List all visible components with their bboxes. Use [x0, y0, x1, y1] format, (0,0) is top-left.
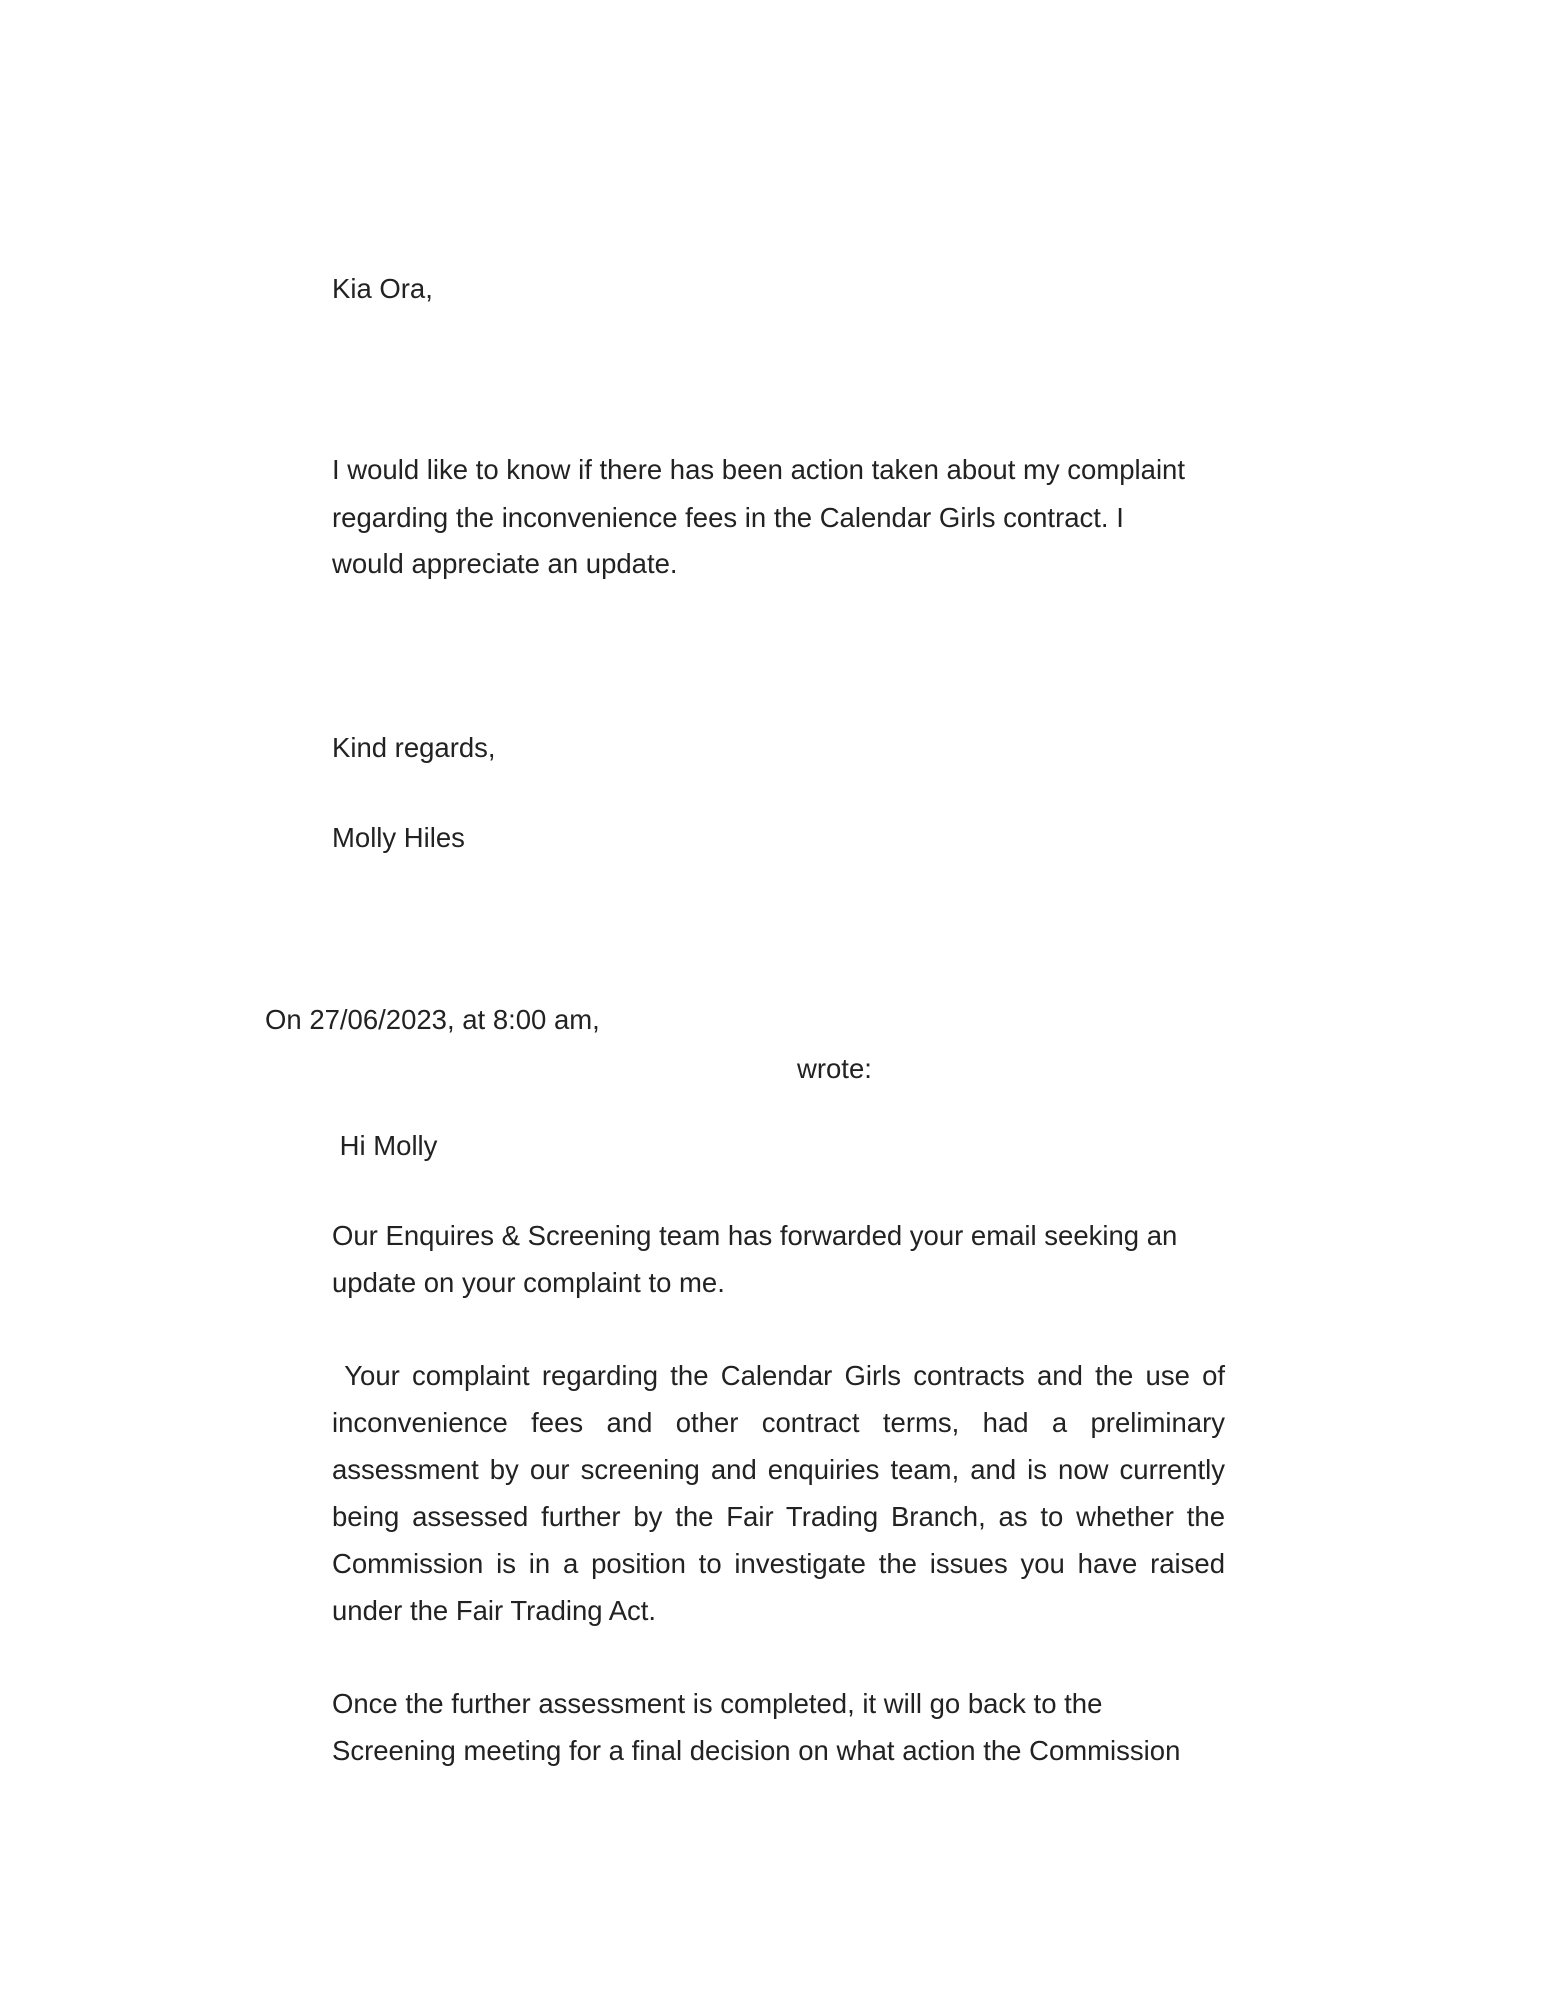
reply-para3-line: Screening meeting for a final decision on what action the Commission — [332, 1735, 1181, 1766]
greeting: Kia Ora, — [332, 273, 433, 304]
closing: Kind regards, — [332, 732, 496, 763]
reply-para3-line: Once the further assessment is completed, it will go back to the — [332, 1688, 1103, 1719]
reply-para1-line: Our Enquires & Screening team has forwarded your email seeking an — [332, 1220, 1178, 1251]
signature: Molly Hiles — [332, 822, 465, 853]
quote-wrote: wrote: — [797, 1053, 872, 1084]
reply-greeting: Hi Molly — [332, 1130, 438, 1161]
body-line: regarding the inconvenience fees in the Calendar Girls contract. I — [332, 502, 1124, 533]
body-line: would appreciate an update. — [332, 548, 678, 579]
quote-header: On 27/06/2023, at 8:00 am, — [265, 1004, 600, 1035]
reply-para2: Your complaint regarding the Calendar Girls contracts and the use of inconvenience fees and other contract terms, had a preliminary assessment by our screening and enquiries team, and is now currently being assessed further by the Fair Trading Branch, as to whether the Commission is in a position to investigate the issues you have raised under the Fair Trading Act. — [332, 1360, 1233, 1626]
reply-para1-line: update on your complaint to me. — [332, 1267, 725, 1298]
body-line: I would like to know if there has been action taken about my complaint — [332, 454, 1185, 485]
